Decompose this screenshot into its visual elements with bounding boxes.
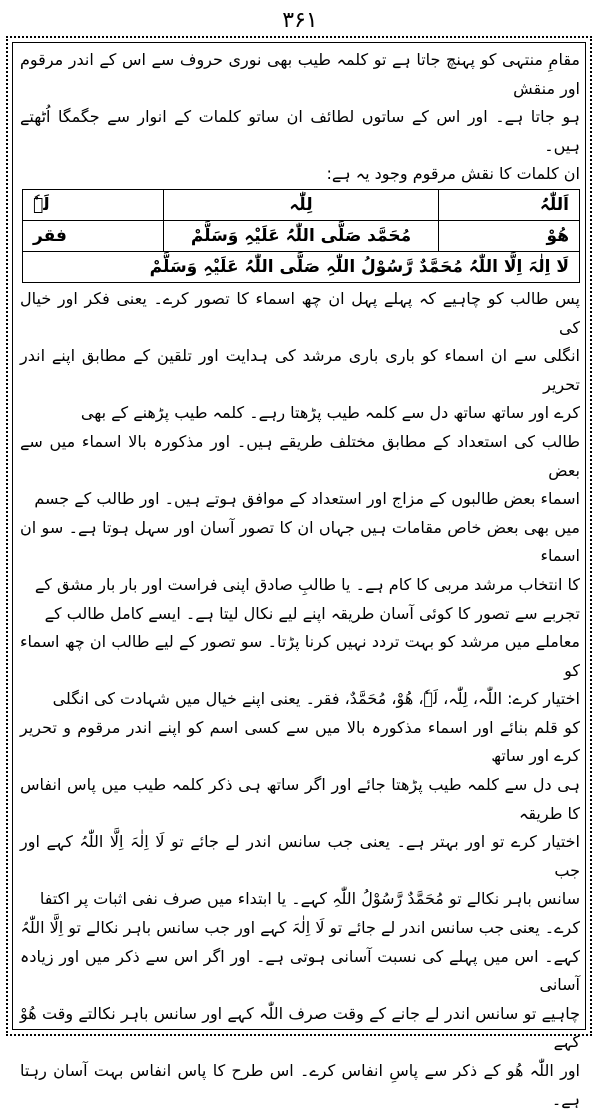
text-line: سانس باہر نکالے تو مُحَمَّدٌ رَّسُوْلُ اللّٰہِ کہے۔ یا ابتداء میں صرف نفی اثبات پر اکتفا [39, 889, 580, 909]
text-line: میں بھی بعض خاص مقامات ہیں جہاں ان کا تصور آسان اور سہل ہوتا ہے۔ سو ان اسماء [20, 517, 580, 566]
table-cell: لَہٗ [23, 189, 164, 220]
table-row [23, 189, 580, 220]
text-line: کرے اور ساتھ ساتھ دل سے کلمہ طیب پڑھتا رہے۔ کلمہ طیب پڑھنے کے بھی [80, 403, 580, 423]
table-cell: فقر [23, 220, 164, 251]
table-cell: لِلّٰہ [164, 189, 439, 220]
text-line: ہی دل سے کلمہ طیب پڑھتا جائے اور اگر ساتھ ہی ذکر کلمہ طیب میں پاس انفاس کا طریقہ [20, 775, 580, 823]
text-line: کرے۔ یعنی جب سانس اندر لے جائے تو لَا اِلٰہَ کہے اور جب سانس باہر نکالے تو اِلَّا اللّٰہُ [20, 918, 580, 938]
text-line: معاملے میں مرشد کو بہت تردد نہیں کرنا پڑتا۔ سو تصور کے لیے طالب ان چھ اسماء کو [20, 632, 580, 680]
text-line: چاہیے تو سانس اندر لے جانے کے وقت صرف اللّٰہ کہے اور سانس باہر نکالتے وقت ھُوْ کہے [20, 1003, 580, 1052]
text-line: اختیار کرے: اللّٰہ، لِلّٰہ، لَہٗ، ھُوْ، مُحَمَّدٌ، فقر۔ یعنی اپنے خیال میں شہادت کی انگلی [52, 689, 580, 709]
text-line: پس طالب کو چاہیے کہ پہلے پہل ان چھ اسماء کا تصور کرے۔ یعنی فکر اور خیال کی [20, 288, 580, 337]
text-line: انگلی سے ان اسماء کو باری باری مرشد کی ہدایت اور تلقین کے مطابق اپنے اندر تحریر [20, 346, 580, 394]
text-line: کا انتخاب مرشد مربی کا کام ہے۔ یا طالبِ صادق اپنی فراست اور بار بار مشق کے [34, 574, 580, 594]
page-content [20, 46, 580, 1114]
text-line: تجربے سے تصور کا کوئی آسان طریقہ اپنے لیے نکال لیتا ہے۔ ایسے کامل طالب کے [44, 603, 580, 623]
table-row [23, 220, 580, 251]
table-cell: لَا اِلٰہَ اِلَّا اللّٰہُ مُحَمَّدٌ رَّسُوْلُ اللّٰہِ صَلَّی اللّٰہُ عَلَیْہِ وَسَلَّمْ [23, 251, 580, 282]
text-line: ان کلمات کا نقش مرقوم وجود یہ ہے: [326, 164, 580, 184]
text-line: اسماء بعض طالبوں کے مزاج اور استعداد کے موافق ہوتے ہیں۔ اور طالب کے جسم [34, 489, 580, 509]
kalimat-table [22, 189, 580, 283]
text-line: کہے۔ اس میں پہلے کی نسبت آسانی ہوتی ہے۔ اور اگر اس سے ذکر میں اور زیادہ آسانی [20, 946, 580, 995]
text-line: اختیار کرے تو اور بہتر ہے۔ یعنی جب سانس اندر لے جائے تو لَا اِلٰہَ اِلَّا اللّٰہُ کہے اور جب [20, 832, 580, 880]
table-cell: اَللّٰہُ [439, 189, 580, 220]
table-cell: مُحَمَّد صَلَّی اللّٰہُ عَلَیْہِ وَسَلَّمْ [164, 220, 439, 251]
text-line: مقامِ منتہی کو پہنچ جاتا ہے تو کلمہ طیب بھی نوری حروف سے اس کے اندر مرقوم اور منقش [20, 50, 580, 98]
table-row [23, 251, 580, 282]
text-line: طالب کی استعداد کے مطابق مختلف طریقے ہیں۔ اور مذکورہ بالا اسماء میں سے بعض [20, 431, 580, 480]
text-line: اور اللّٰہ ھُو کے ذکر سے پاسِ انفاس کرے۔ اس طرح کا پاس انفاس بہت آسان رہتا ہے۔ [20, 1061, 580, 1109]
text-line: کو قلم بنائے اور اسماء مذکورہ بالا میں سے کسی اسم کو اپنے اندر مرقوم و تحریر کرے اور ساتھ [20, 717, 580, 766]
page-number: ۳۶۱ [282, 8, 318, 33]
text-line: ہو جاتا ہے۔ اور اس کے ساتوں لطائف ان ساتو کلمات کے انوار سے جگمگا اُٹھتے ہیں۔ [20, 107, 580, 155]
table-cell: ھُوْ [439, 220, 580, 251]
